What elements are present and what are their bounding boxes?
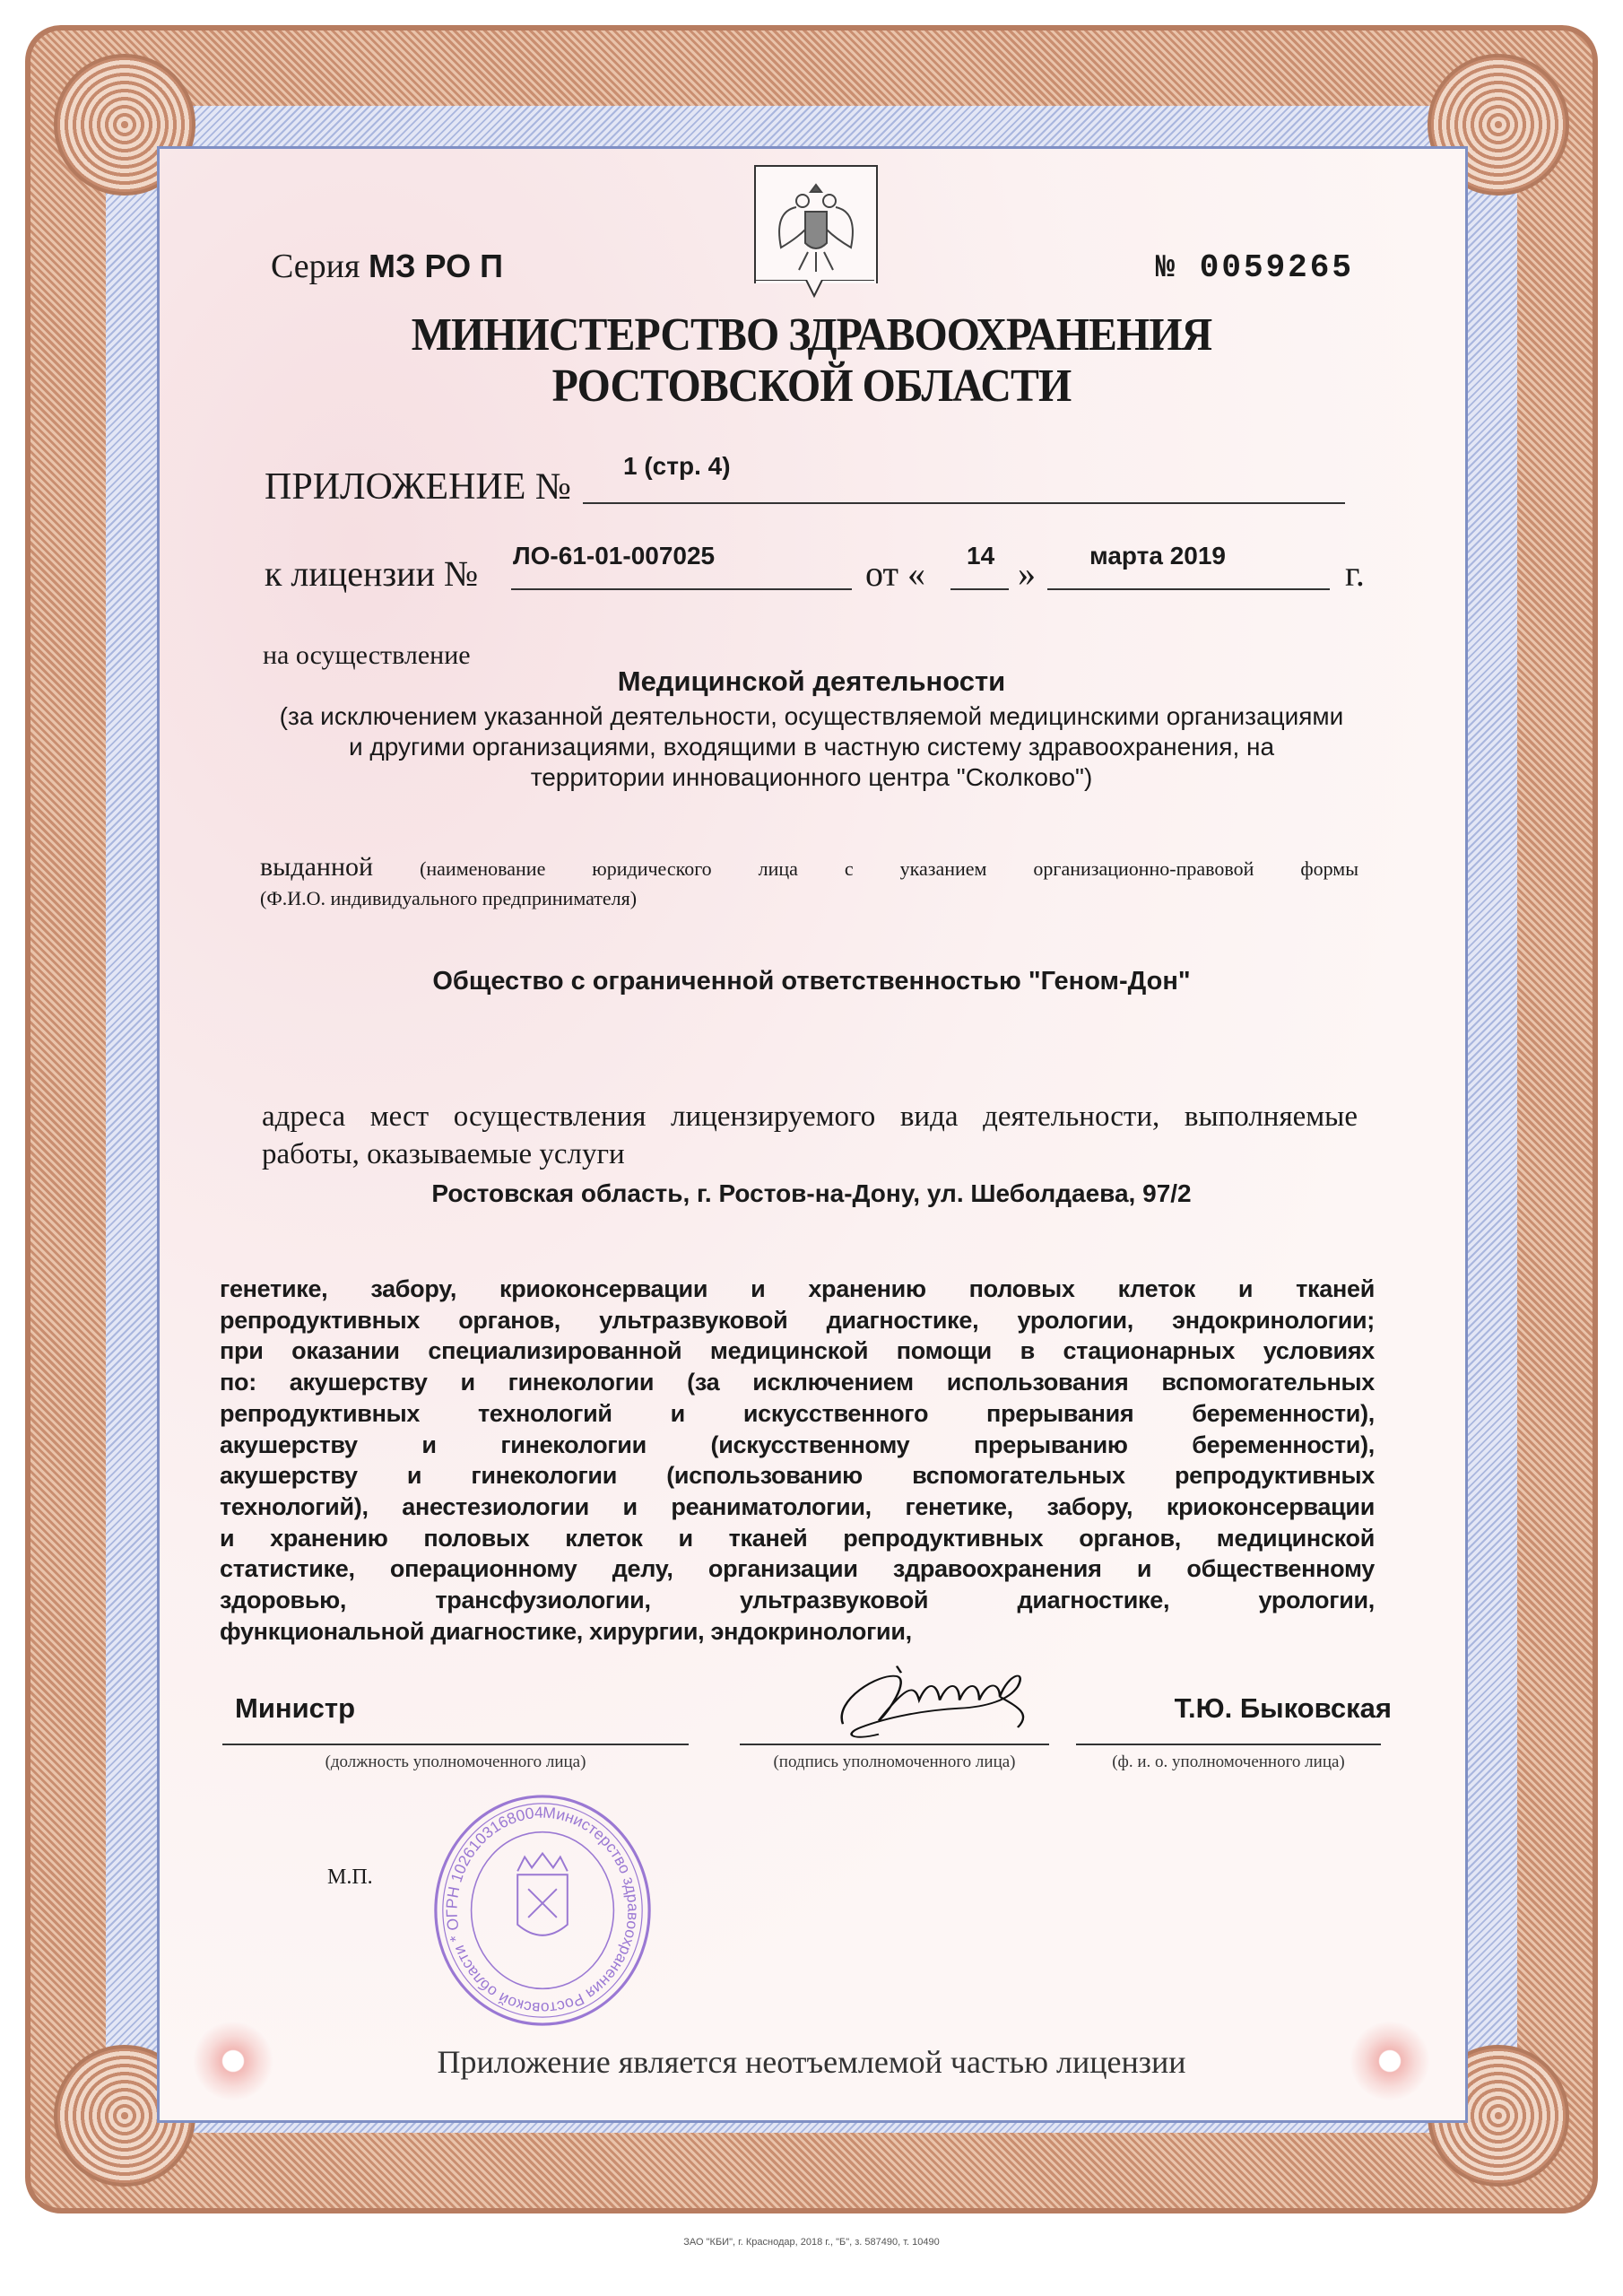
printer-imprint: ЗАО "КБИ", г. Краснодар, 2018 г., "Б", з. 587490, т. 10490 bbox=[683, 2237, 940, 2248]
address-label-line2: работы, оказываемые услуги bbox=[262, 1138, 625, 1170]
date-underline bbox=[1047, 588, 1330, 590]
appendix-value: 1 (стр. 4) bbox=[623, 452, 731, 480]
close-quote: » bbox=[1018, 553, 1036, 594]
day-underline bbox=[950, 588, 1009, 590]
signer-position: Министр bbox=[235, 1692, 356, 1724]
address-value: Ростовская область, г. Ростов-на-Дону, ул. Шеболдаева, 97/2 bbox=[431, 1179, 1192, 1207]
handwritten-signature bbox=[825, 1659, 1067, 1744]
license-number: ЛО-61-01-007025 bbox=[513, 542, 716, 570]
series bbox=[271, 247, 503, 286]
name-caption: (ф. и. о. уполномоченного лица) bbox=[1112, 1752, 1345, 1771]
services-list bbox=[220, 1274, 1375, 1647]
license-month-year: марта 2019 bbox=[1089, 542, 1227, 570]
activity-note-line: (за исключением указанной деятельности, осуществляемой медицинскими организациями bbox=[279, 702, 1344, 730]
from-label: от « bbox=[865, 553, 925, 594]
issued-to-hint bbox=[260, 852, 1358, 884]
activity-label: на осуществление bbox=[263, 640, 471, 670]
services-line: акушерству и гинекологии (использованию вспомогательных репродуктивных bbox=[220, 1462, 1375, 1490]
address-label-line1: адреса мест осуществления лицензируемого вида деятельности, выполняемые bbox=[262, 1100, 1358, 1133]
signer-name: Т.Ю. Быковская bbox=[1174, 1692, 1392, 1724]
seal-emblem-icon bbox=[517, 1853, 568, 1935]
series-value: МЗ РО П bbox=[369, 248, 503, 284]
double-headed-eagle-icon bbox=[756, 167, 876, 283]
number-value: 0059265 bbox=[1199, 249, 1354, 286]
services-line: акушерству и гинекологии (искусственному прерыванию беременности), bbox=[220, 1431, 1375, 1458]
pink-rosette-icon bbox=[1350, 2021, 1430, 2101]
services-line: функциональной диагностике, хирургии, эндокринологии, bbox=[220, 1617, 912, 1645]
number-label: № bbox=[1155, 249, 1178, 286]
license-underline bbox=[511, 588, 852, 590]
pink-rosette-icon bbox=[193, 2021, 273, 2101]
activity-note-line: и другими организациями, входящими в частную систему здравоохранения, на bbox=[348, 733, 1275, 761]
license-day: 14 bbox=[967, 542, 995, 570]
official-stamp bbox=[421, 1789, 664, 2031]
seal-label: М.П. bbox=[327, 1866, 373, 1889]
document-paper bbox=[157, 146, 1468, 2123]
position-caption: (должность уполномоченного лица) bbox=[325, 1752, 586, 1771]
issued-to-hint-line1: (наименование юридического лица с указанием организационно-правовой формы bbox=[420, 857, 1359, 880]
signature-caption: (подпись уполномоченного лица) bbox=[773, 1752, 1016, 1771]
services-line: репродуктивных технологий и искусственного прерывания беременности), bbox=[220, 1399, 1375, 1427]
issuer-title-line2: РОСТОВСКОЙ ОБЛАСТИ bbox=[551, 361, 1072, 412]
svg-text:Министерство здравоохранения Р bbox=[443, 1804, 643, 2018]
services-line: здоровью, трансфузиологии, ультразвуковой диагностике, урологии, bbox=[220, 1587, 1375, 1614]
activity-title: Медицинской деятельности bbox=[617, 665, 1006, 697]
emblem-shield-tip bbox=[754, 280, 874, 298]
coat-of-arms-emblem bbox=[754, 165, 878, 283]
footer-statement: Приложение является неотъемлемой частью лицензии bbox=[437, 2044, 1186, 2080]
issued-to-label: выданной bbox=[260, 852, 374, 882]
series-label: Серия bbox=[271, 248, 360, 285]
form-number bbox=[1156, 249, 1354, 286]
year-suffix: г. bbox=[1345, 553, 1365, 594]
appendix-label: ПРИЛОЖЕНИЕ № bbox=[265, 466, 571, 508]
issued-to-hint-line2: (Ф.И.О. индивидуального предпринимателя) bbox=[260, 887, 638, 909]
name-underline bbox=[1076, 1744, 1381, 1745]
services-line: статистике, операционному делу, организации здравоохранения и общественному bbox=[220, 1555, 1375, 1583]
services-line: при оказании специализированной медицинской помощи в стационарных условиях bbox=[220, 1337, 1375, 1365]
services-line: репродуктивных органов, ультразвуковой диагностике, урологии, эндокринологии; bbox=[220, 1306, 1375, 1334]
seal-text: Министерство здравоохранения Ростовской области * ОГРН 1026103168004 bbox=[442, 1803, 643, 2018]
services-line: по: акушерству и гинекологии (за исключением использования вспомогательных bbox=[220, 1369, 1375, 1396]
license-label: к лицензии № bbox=[265, 553, 479, 594]
issuer-title-line1: МИНИСТЕРСТВО ЗДРАВООХРАНЕНИЯ bbox=[411, 309, 1212, 361]
services-line: генетике, забору, криоконсервации и хранению половых клеток и тканей bbox=[220, 1275, 1375, 1302]
position-underline bbox=[222, 1744, 689, 1745]
services-line: технологий), анестезиологии и реаниматологии, генетике, забору, криоконсервации bbox=[220, 1492, 1375, 1520]
services-line: и хранению половых клеток и тканей репродуктивных органов, медицинской bbox=[220, 1524, 1375, 1552]
appendix-underline bbox=[583, 502, 1345, 504]
activity-note-line: территории инновационного центра "Сколково") bbox=[530, 763, 1093, 791]
licensee-name: Общество с ограниченной ответственностью "Геном-Дон" bbox=[432, 967, 1191, 996]
